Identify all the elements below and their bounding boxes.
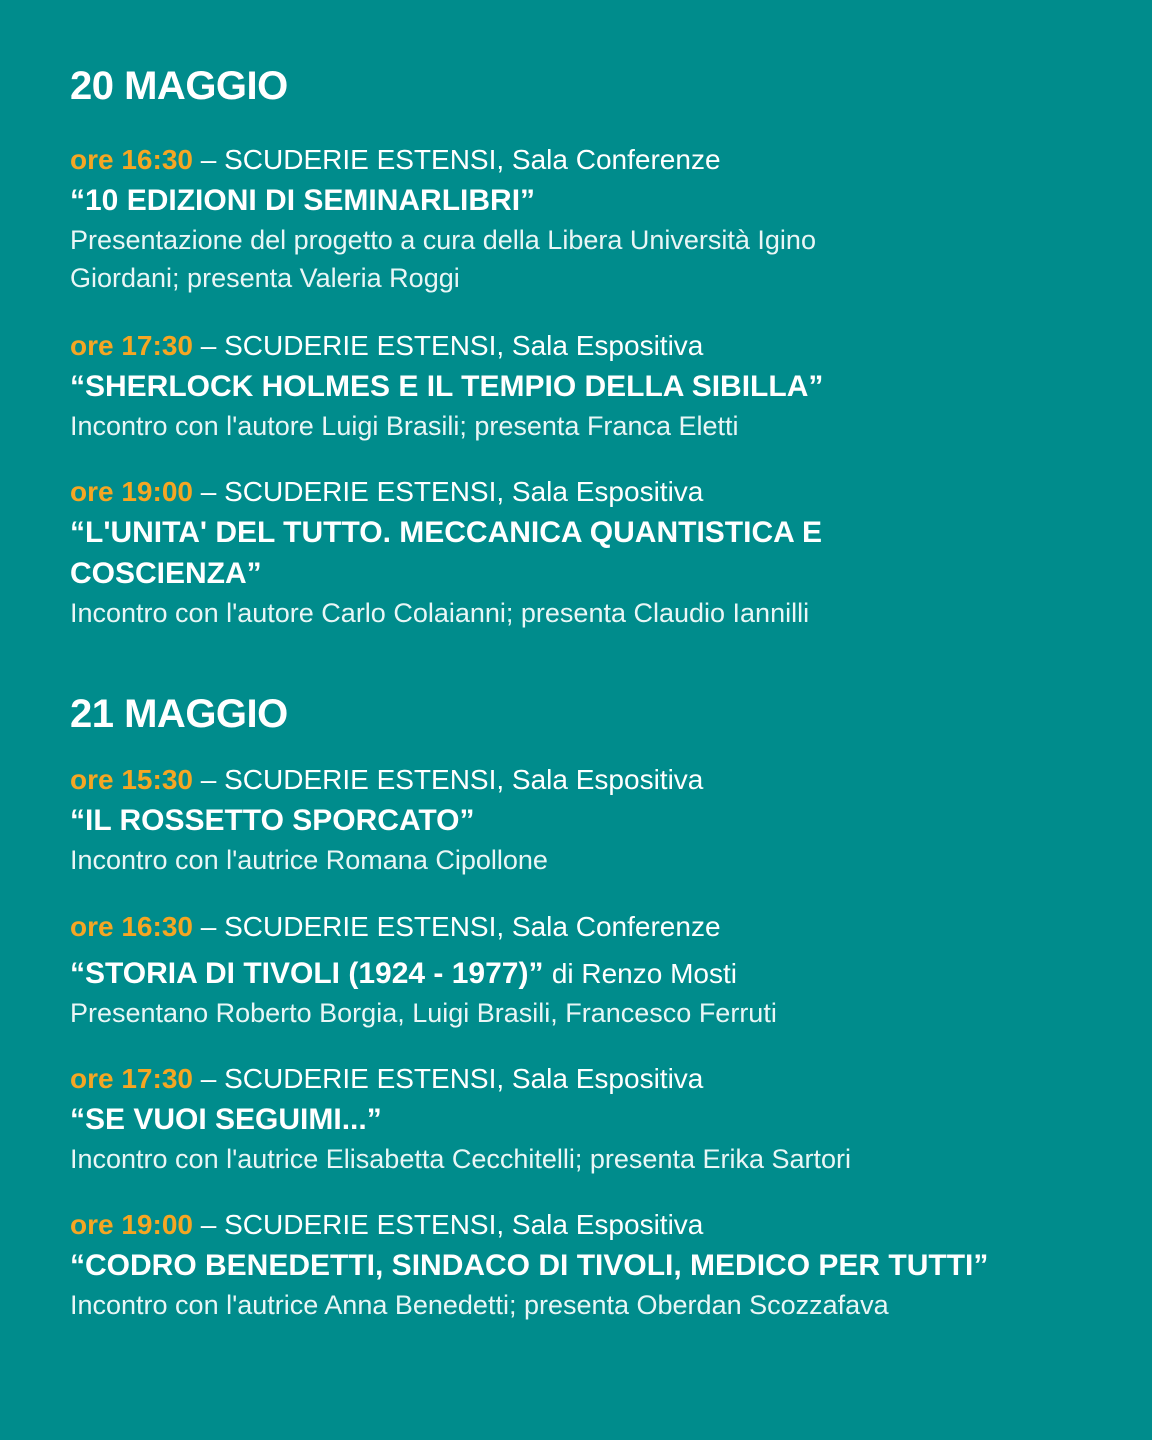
- event-day2-2: [70, 907, 1110, 1032]
- event-title: “L'UNITA' DEL TUTTO. MECCANICA QUANTISTICA E COSCIENZA”: [70, 516, 823, 590]
- event-time-venue: [70, 140, 1110, 180]
- day-heading-21-maggio: 21 MAGGIO: [70, 692, 288, 736]
- event-time-venue: [70, 326, 1110, 366]
- day-heading-20-maggio: 20 MAGGIO: [70, 64, 288, 108]
- event-venue: – SCUDERIE ESTENSI, Sala Conferenze: [200, 144, 721, 175]
- event-description-line: Incontro con l'autrice Elisabetta Cecchitelli; presenta Erika Sartori: [70, 1144, 852, 1174]
- event-description-line: Incontro con l'autore Carlo Colaianni; presenta Claudio Iannilli: [70, 598, 810, 628]
- event-day1-3: [70, 472, 1110, 632]
- event-time: ore 16:30: [70, 144, 193, 175]
- event-time-venue: [70, 907, 1110, 947]
- event-title: “IL ROSSETTO SPORCATO”: [70, 804, 475, 837]
- event-description-line: Incontro con l'autrice Romana Cipollone: [70, 845, 548, 875]
- event-venue: – SCUDERIE ESTENSI, Sala Espositiva: [200, 476, 704, 507]
- event-title-line: [70, 953, 1110, 994]
- event-day2-4: [70, 1205, 1110, 1324]
- event-venue: – SCUDERIE ESTENSI, Sala Espositiva: [200, 1209, 704, 1240]
- event-time-venue: [70, 1205, 1110, 1245]
- event-time-venue: [70, 1059, 1110, 1099]
- event-description-line: Incontro con l'autrice Anna Benedetti; presenta Oberdan Scozzafava: [70, 1290, 889, 1320]
- event-venue: – SCUDERIE ESTENSI, Sala Espositiva: [200, 1063, 704, 1094]
- event-time: ore 17:30: [70, 1063, 193, 1094]
- event-time: ore 17:30: [70, 330, 193, 361]
- event-description-line: Incontro con l'autore Luigi Brasili; presenta Franca Eletti: [70, 411, 739, 441]
- event-venue: – SCUDERIE ESTENSI, Sala Conferenze: [200, 911, 721, 942]
- event-time: ore 19:00: [70, 476, 193, 507]
- event-venue: – SCUDERIE ESTENSI, Sala Espositiva: [200, 764, 704, 795]
- event-title: “10 EDIZIONI DI SEMINARLIBRI”: [70, 184, 536, 217]
- event-description-line: Presentano Roberto Borgia, Luigi Brasili, Francesco Ferruti: [70, 998, 777, 1028]
- event-day1-2: [70, 326, 1110, 445]
- event-time: ore 16:30: [70, 911, 193, 942]
- event-title-author: di Renzo Mosti: [551, 958, 737, 989]
- event-day1-1: [70, 140, 1110, 297]
- event-title: “SHERLOCK HOLMES E IL TEMPIO DELLA SIBILLA”: [70, 370, 824, 403]
- event-title: “STORIA DI TIVOLI (1924 - 1977)”: [70, 957, 544, 990]
- event-title: “CODRO BENEDETTI, SINDACO DI TIVOLI, MEDICO PER TUTTI”: [70, 1249, 989, 1282]
- event-day2-3: [70, 1059, 1110, 1178]
- event-day2-1: [70, 760, 1110, 879]
- event-description-line: Giordani; presenta Valeria Roggi: [70, 263, 460, 293]
- event-venue: – SCUDERIE ESTENSI, Sala Espositiva: [200, 330, 704, 361]
- event-time-venue: [70, 472, 1110, 512]
- event-time: ore 19:00: [70, 1209, 193, 1240]
- event-description-line: Presentazione del progetto a cura della Libera Università Igino: [70, 225, 816, 255]
- event-title: “SE VUOI SEGUIMI...”: [70, 1103, 382, 1136]
- event-time-venue: [70, 760, 1110, 800]
- event-time: ore 15:30: [70, 764, 193, 795]
